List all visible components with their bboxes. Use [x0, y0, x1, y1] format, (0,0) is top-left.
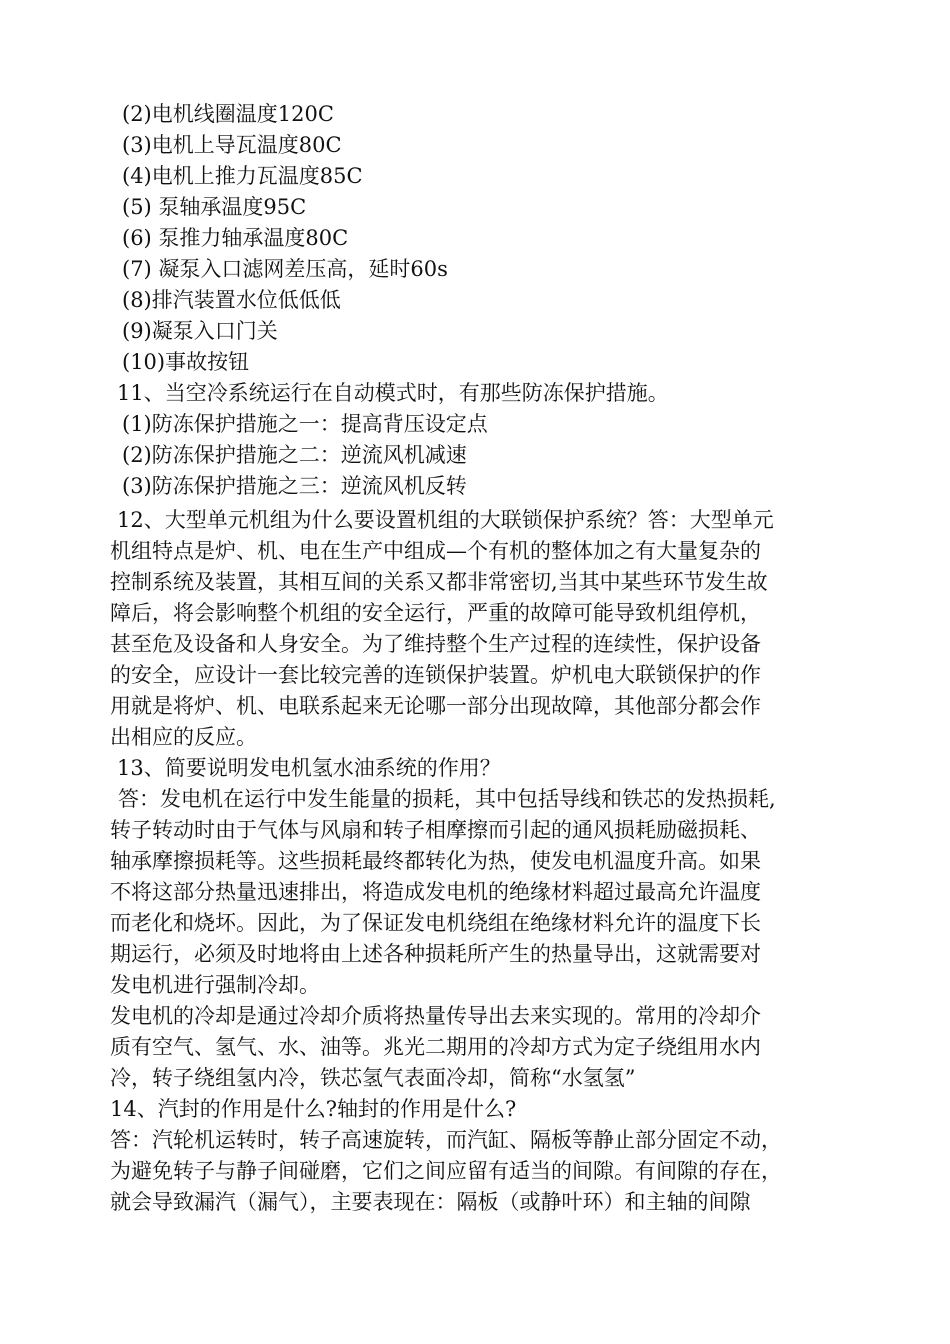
line-2: (3)电机上导瓦温度80C [122, 133, 342, 157]
paragraph-line: 用就是将炉、机、电联系起来无论哪一部分出现故障，其他部分都会作 [110, 694, 761, 718]
paragraph-line: 就会导致漏汽（漏气），主要表现在：隔板（或静叶环）和主轴的间隙 [110, 1190, 751, 1214]
paragraph-line: 而老化和烧坏。因此，为了保证发电机绕组在绝缘材料允许的温度下长 [110, 911, 761, 935]
line-7: (8)排汽装置水位低低低 [122, 288, 341, 312]
paragraph-line: 障后，将会影响整个机组的安全运行，严重的故障可能导致机组停机， [110, 601, 761, 625]
paragraph-line: 答：发电机在运行中发生能量的损耗，其中包括导线和铁芯的发热损耗, [118, 787, 776, 811]
paragraph-line: 发电机的冷却是通过冷却介质将热量传导出去来实现的。常用的冷却介 [110, 1004, 761, 1028]
paragraph-line: 期运行，必须及时地将由上述各种损耗所产生的热量导出，这就需要对 [110, 942, 761, 966]
paragraph-line: 的安全，应设计一套比较完善的连锁保护装置。炉机电大联锁保护的作 [110, 663, 761, 687]
paragraph-line: 为避免转子与静子间碰磨，它们之间应留有适当的间隙。有间隙的存在， [110, 1159, 782, 1183]
line-1: (2)电机线圈温度120C [122, 102, 334, 126]
line-4: (5) 泵轴承温度95C [122, 195, 307, 219]
question-11: 11、当空冷系统运行在自动模式时，有那些防冻保护措施。 [117, 381, 669, 405]
line-12: (2)防冻保护措施之二：逆流风机减速 [122, 443, 467, 467]
line-6: (7) 凝泵入口滤网差压高，延时60s [122, 257, 448, 281]
question-14: 14、汽封的作用是什么?轴封的作用是什么? [110, 1097, 517, 1121]
paragraph-line: 不将这部分热量迅速排出，将造成发电机的绝缘材料超过最高允许温度 [110, 880, 761, 904]
paragraph-line: 答：汽轮机运转时，转子高速旋转，而汽缸、隔板等静止部分固定不动， [110, 1128, 782, 1152]
line-3: (4)电机上推力瓦温度85C [122, 164, 363, 188]
paragraph-line: 质有空气、氢气、水、油等。兆光二期用的冷却方式为定子绕组用水内 [110, 1035, 761, 1059]
question-12: 12、大型单元机组为什么要设置机组的大联锁保护系统？答：大型单元 [117, 508, 774, 532]
line-9: (10)事故按钮 [122, 350, 250, 374]
paragraph-line: 轴承摩擦损耗等。这些损耗最终都转化为热，使发电机温度升高。如果 [110, 849, 761, 873]
paragraph-line: 控制系统及装置，其相互间的关系又都非常密切,当其中某些环节发生故 [110, 570, 768, 594]
paragraph-line: 出相应的反应。 [110, 725, 257, 749]
question-13: 13、简要说明发电机氢水油系统的作用？ [117, 756, 501, 780]
paragraph-line: 转子转动时由于气体与风扇和转子相摩擦而引起的通风损耗励磁损耗、 [110, 818, 761, 842]
paragraph-line: 甚至危及设备和人身安全。为了维持整个生产过程的连续性，保护设备 [110, 632, 761, 656]
paragraph-line: 发电机进行强制冷却。 [110, 973, 320, 997]
paragraph-line: 机组特点是炉、机、电在生产中组成—个有机的整体加之有大量复杂的 [110, 539, 761, 563]
line-11: (1)防冻保护措施之一：提高背压设定点 [122, 412, 488, 436]
line-8: (9)凝泵入口门关 [122, 319, 278, 343]
paragraph-line: 冷，转子绕组氢内冷，铁芯氢气表面冷却，简称“水氢氢” [110, 1066, 636, 1090]
line-13: (3)防冻保护措施之三：逆流风机反转 [122, 474, 467, 498]
line-5: (6) 泵推力轴承温度80C [122, 226, 349, 250]
